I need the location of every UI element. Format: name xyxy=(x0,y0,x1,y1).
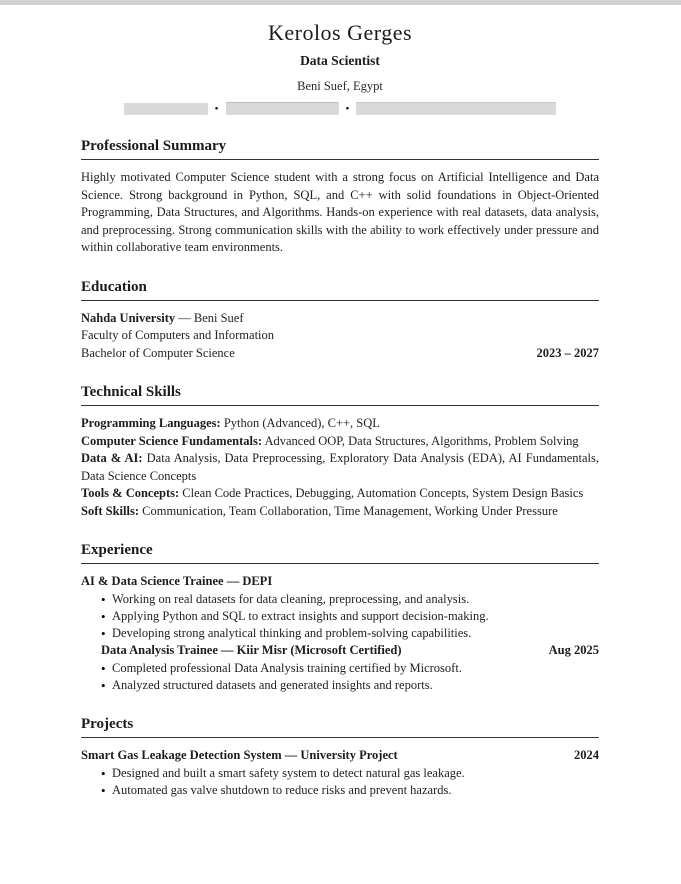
skill-label: Programming Languages: xyxy=(81,416,221,430)
education-school: Nahda University xyxy=(81,310,176,325)
skill-label: Soft Skills: xyxy=(81,503,140,518)
section-education xyxy=(81,279,599,363)
skill-value: Clean Code Practices, Debugging, Automation Concepts, System Design Basics xyxy=(182,486,584,500)
resume-header xyxy=(81,20,599,116)
education-degree-line xyxy=(81,345,599,363)
person-name: Kerolos Gerges xyxy=(267,20,413,45)
section-heading-technical-skills: Technical Skills xyxy=(81,384,599,406)
section-experience xyxy=(81,542,599,694)
bullet-item: • Completed professional Data Analysis training certified by Microsoft. xyxy=(81,660,599,677)
skill-item-tools-concepts xyxy=(81,485,599,503)
experience-job-2-bullets xyxy=(81,660,599,695)
bullet-item: • Automated gas valve shutdown to reduce risks and prevent hazards. xyxy=(81,782,599,799)
project-1-date: 2024 xyxy=(574,748,599,763)
skill-label: Data & AI: xyxy=(81,451,143,465)
section-heading-projects: Projects xyxy=(81,716,599,738)
experience-job-2-date: Aug 2025 xyxy=(548,643,599,658)
skill-item-cs-fundamentals xyxy=(81,433,599,451)
resume-page xyxy=(0,5,681,800)
section-projects xyxy=(81,716,599,799)
bullet-item: • Working on real datasets for data cleaning, preprocessing, and analysis. xyxy=(81,591,599,608)
skill-item-programming-languages xyxy=(81,415,599,433)
skill-item-soft-skills xyxy=(81,503,599,521)
section-professional-summary xyxy=(81,138,599,257)
experience-job-2-title-row xyxy=(81,642,599,660)
redacted-contact-1 xyxy=(124,103,208,115)
bullet-item: • Developing strong analytical thinking and problem-solving capabilities. xyxy=(81,625,599,642)
skill-label: Tools & Concepts: xyxy=(81,486,180,500)
bullet-item: • Analyzed structured datasets and generated insights and reports. xyxy=(81,677,599,694)
redacted-contact-2 xyxy=(226,103,339,115)
experience-job-1-title: AI & Data Science Trainee — DEPI xyxy=(81,574,273,588)
section-heading-education: Education xyxy=(81,279,599,301)
summary-paragraph: Highly motivated Computer Science student with a strong focus on Artificial Intelligence and Data Science. Strong background in Python, SQL, and C++ with solid foundations in Object-Oriented Programming, Data Structures, and Algorithms. Hands-on experience with real datasets, data analysis, and preprocessing. Strong communication skills with the ability to work effectively under pressure and within collaborative team environments. xyxy=(81,170,599,254)
education-school-line xyxy=(81,310,599,328)
section-heading-professional-summary: Professional Summary xyxy=(81,138,599,160)
education-degree: Bachelor of Computer Science xyxy=(81,345,235,360)
skill-value: Python (Advanced), C++, SQL xyxy=(223,416,380,430)
skill-value: Communication, Team Collaboration, Time Management, Working Under Pressure xyxy=(142,503,558,518)
experience-job-2-title: Data Analysis Trainee — Kiir Misr (Microsoft Certified) xyxy=(101,643,402,658)
education-dates: 2023 – 2027 xyxy=(536,345,599,360)
project-1-bullets xyxy=(81,765,599,800)
contact-line xyxy=(81,102,599,116)
skill-label: Computer Science Fundamentals: xyxy=(81,433,263,448)
section-heading-experience: Experience xyxy=(81,542,599,564)
project-1-title: Smart Gas Leakage Detection System — University Project xyxy=(81,748,398,763)
bullet-separator: • xyxy=(345,103,350,115)
experience-job-1-bullets xyxy=(81,591,599,643)
project-1-title-row xyxy=(81,747,599,765)
skill-item-data-ai xyxy=(81,450,599,485)
bullet-item: • Designed and built a smart safety system to detect natural gas leakage. xyxy=(81,765,599,782)
person-title: Data Scientist xyxy=(300,53,380,68)
bullet-separator: • xyxy=(214,103,219,115)
bullet-item: • Applying Python and SQL to extract insights and support decision-making. xyxy=(81,608,599,625)
redacted-contact-3 xyxy=(356,103,556,115)
person-location: Beni Suef, Egypt xyxy=(297,79,383,93)
experience-job-1-title-row xyxy=(81,573,599,591)
skill-value: Advanced OOP, Data Structures, Algorithms, Problem Solving xyxy=(264,433,579,448)
education-school-location: — Beni Suef xyxy=(175,310,244,325)
section-technical-skills xyxy=(81,384,599,520)
education-faculty: Faculty of Computers and Information xyxy=(81,328,275,342)
skill-value: Data Analysis, Data Preprocessing, Exploratory Data Analysis (EDA), AI Fundamentals, Data Science Concepts xyxy=(81,451,600,483)
